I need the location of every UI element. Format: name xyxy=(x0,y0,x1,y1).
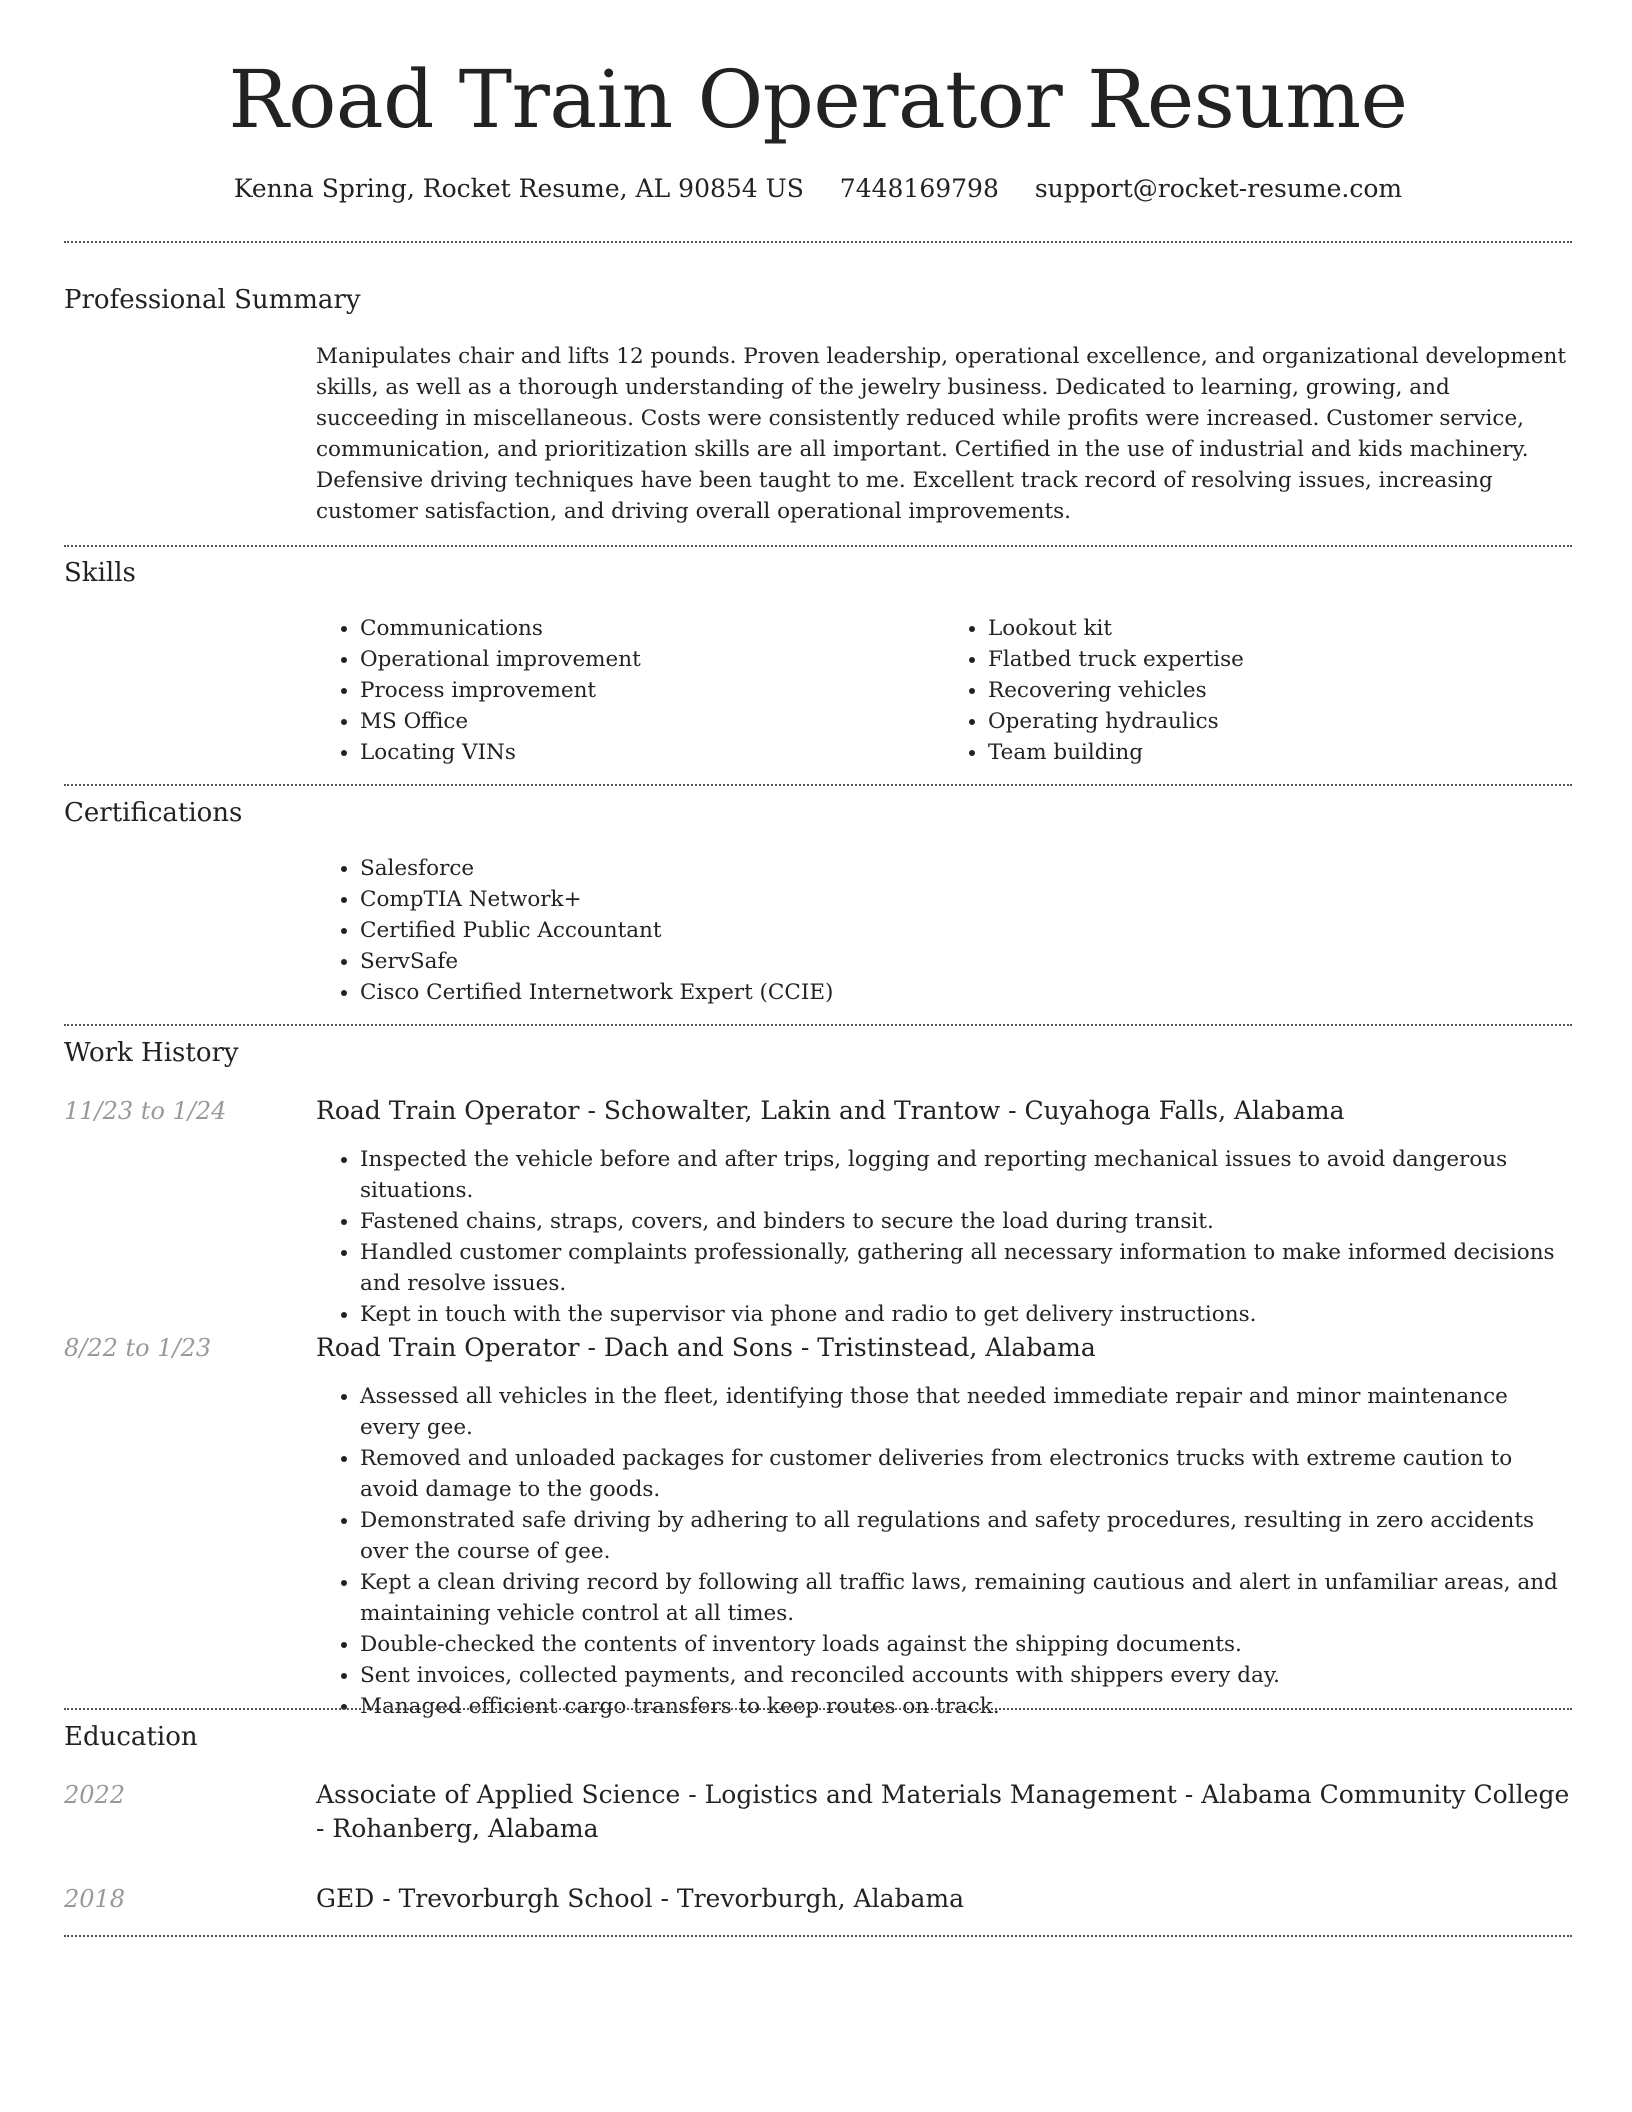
job-bullets xyxy=(316,1381,1572,1722)
job-bullets xyxy=(316,1144,1572,1330)
certification-item: • Salesforce xyxy=(360,853,1572,884)
summary-text: Manipulates chair and lifts 12 pounds. Proven leadership, operational excellence, and organizational development skills, as well as a thorough understanding of the jewelry business. Dedicated to learning, growing, and succeeding in miscellaneous. Costs were consistently reduced while profits were increased. Customer service, communication, and prioritization skills are all important. Certified in the use of industrial and kids machinery. Defensive driving techniques have been taught to me. Excellent track record of resolving issues, increasing customer satisfaction, and driving overall operational improvements. xyxy=(316,344,1566,524)
contact-line xyxy=(64,172,1572,206)
divider xyxy=(64,545,1572,547)
job-bullet: • Kept a clean driving record by following all traffic laws, remaining cautious and alert in unfamiliar areas, and maintaining vehicle control at all times. xyxy=(360,1567,1572,1629)
skills-column-right xyxy=(944,613,1572,768)
job-bullet: • Fastened chains, straps, covers, and binders to secure the load during transit. xyxy=(360,1206,1572,1237)
skill-item: • Operating hydraulics xyxy=(988,706,1572,737)
divider xyxy=(64,784,1572,786)
certification-item: • ServSafe xyxy=(360,946,1572,977)
skill-item: • Operational improvement xyxy=(360,644,944,675)
skills-list xyxy=(316,613,1572,768)
job-bullet: • Removed and unloaded packages for customer deliveries from electronics trucks with extreme caution to avoid damage to the goods. xyxy=(360,1443,1572,1505)
contact-address: Kenna Spring, Rocket Resume, AL 90854 US xyxy=(233,174,804,203)
job-title: Road Train Operator - Dach and Sons - Tristinstead, Alabama xyxy=(316,1333,1096,1362)
summary-block xyxy=(316,341,1572,527)
section-heading-skills: Skills xyxy=(64,558,136,588)
section-heading-work: Work History xyxy=(64,1038,239,1068)
resume-title: Road Train Operator Resume xyxy=(228,53,1408,146)
job-dates: 11/23 to 1/24 xyxy=(64,1097,227,1125)
skill-item: • Lookout kit xyxy=(988,613,1572,644)
certification-item: • CompTIA Network+ xyxy=(360,884,1572,915)
job-bullet: • Inspected the vehicle before and after trips, logging and reporting mechanical issues to avoid dangerous situations. xyxy=(360,1144,1572,1206)
job-bullet: • Sent invoices, collected payments, and reconciled accounts with shippers every day. xyxy=(360,1660,1572,1691)
certification-item: • Cisco Certified Internetwork Expert (CCIE) xyxy=(360,977,1572,1008)
contact-email: support@rocket-resume.com xyxy=(1034,174,1403,203)
skill-item: • MS Office xyxy=(360,706,944,737)
section-heading-education: Education xyxy=(64,1722,198,1752)
education-year: 2022 xyxy=(64,1781,126,1809)
divider xyxy=(64,1708,1572,1710)
divider xyxy=(64,1024,1572,1026)
certification-item: • Certified Public Accountant xyxy=(360,915,1572,946)
education-title: Associate of Applied Science - Logistics and Materials Management - Alabama Community College - Rohanberg, Alabama xyxy=(316,1780,1570,1843)
section-heading-certifications: Certifications xyxy=(64,798,243,828)
skill-item: • Team building xyxy=(988,737,1572,768)
certifications-list xyxy=(316,853,1572,1008)
contact-phone: 7448169798 xyxy=(839,174,999,203)
job-bullet: • Assessed all vehicles in the fleet, identifying those that needed immediate repair and minor maintenance every gee. xyxy=(360,1381,1572,1443)
skills-column-left xyxy=(316,613,944,768)
divider xyxy=(64,1935,1572,1937)
job-bullet: • Demonstrated safe driving by adhering to all regulations and safety procedures, resulting in zero accidents over the course of gee. xyxy=(360,1505,1572,1567)
section-heading-summary: Professional Summary xyxy=(64,285,361,315)
education-title: GED - Trevorburgh School - Trevorburgh, Alabama xyxy=(316,1884,964,1913)
education-year: 2018 xyxy=(64,1885,126,1913)
job-bullet: • Handled customer complaints professionally, gathering all necessary information to make informed decisions and resolve issues. xyxy=(360,1237,1572,1299)
skill-item: • Locating VINs xyxy=(360,737,944,768)
skill-item: • Process improvement xyxy=(360,675,944,706)
job-bullet: • Double-checked the contents of inventory loads against the shipping documents. xyxy=(360,1629,1572,1660)
divider xyxy=(64,241,1572,243)
job-bullet: • Managed efficient cargo transfers to keep routes on track. xyxy=(360,1691,1572,1722)
job-title: Road Train Operator - Schowalter, Lakin and Trantow - Cuyahoga Falls, Alabama xyxy=(316,1096,1345,1125)
skill-item: • Flatbed truck expertise xyxy=(988,644,1572,675)
job-dates: 8/22 to 1/23 xyxy=(64,1334,212,1362)
job-bullet: • Kept in touch with the supervisor via phone and radio to get delivery instructions. xyxy=(360,1299,1572,1330)
skill-item: • Communications xyxy=(360,613,944,644)
skill-item: • Recovering vehicles xyxy=(988,675,1572,706)
